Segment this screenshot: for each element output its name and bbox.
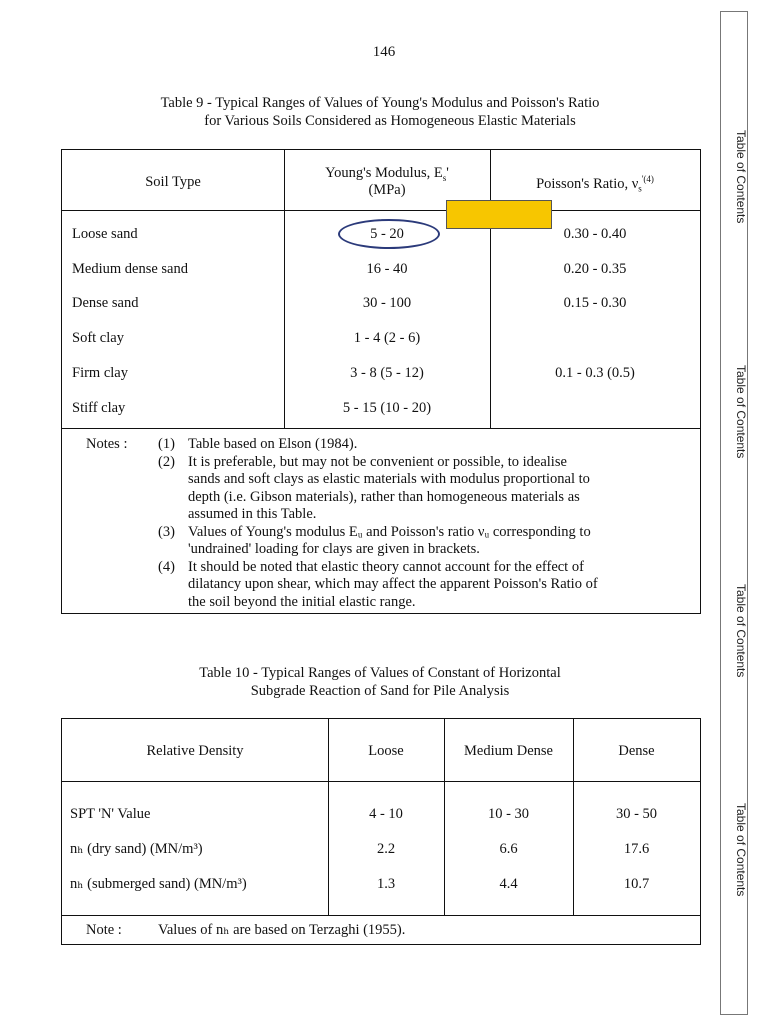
soil-dense-sand: Dense sand xyxy=(72,295,139,311)
row-spt-loose: 4 - 10 xyxy=(369,806,403,822)
table9: Soil Type Young's Modulus, $E_s'$ (MPa) Poisson's Ratio, $\nu_s^{'(4)}$ Loose sand 5 - 20 0.30 - 0.40 Medium dense sand 16 - 40 0.20 - 0.35 Dense sand 30 - 100 0.15 - 0.30 Soft clay 1 - 4 (2 - 6) Firm clay 3 - 8 (5 - 12) 0.1 - 0.3 (0.5) Stiff clay 5 - 15 (10 - 20) Notes : (1) Table based on Elson (1984). (2) It is preferable, but may not be convenient or possible, to idealise sands and soft clays as elastic materials with modulus proportional to depth (i.e. Gibson materials), rather than homogeneous materials as assumed in this Table. (3) Values of Young's modulus Eᵤ and Poisson's ratio νᵤ corresponding to 'undrained' loading for clays are given in brackets. (4) It should be noted that elastic theory cannot account for the effect of dilatancy upon shear, which may affect the apparent Poisson's Ratio of the soil beyond the initial elastic range. xyxy=(61,149,701,614)
row-spt-dense: 30 - 50 xyxy=(615,806,658,822)
row-spt-medium: 10 - 30 xyxy=(487,806,530,822)
modulus-firm-clay: 3 - 8 (5 - 12) xyxy=(350,365,424,381)
toc-tab-3[interactable]: Table of Contents xyxy=(734,584,748,678)
header-dense: Dense xyxy=(618,743,655,759)
poisson-loose-sand: 0.30 - 0.40 xyxy=(563,226,627,242)
note-text: Values of nₕ are based on Terzaghi (1955). xyxy=(158,922,406,938)
toc-tab-1[interactable]: Table of Contents xyxy=(734,130,748,224)
annotation-circle xyxy=(338,219,440,249)
table10-caption-line2: Subgrade Reaction of Sand for Pile Analysis xyxy=(250,683,510,699)
row-dry-medium: 6.6 xyxy=(499,841,518,857)
header-relative-density: Relative Density xyxy=(146,743,244,759)
modulus-loose-sand: 5 - 20 xyxy=(370,226,404,242)
table10-caption-line1: Table 10 - Typical Ranges of Values of Constant of Horizontal xyxy=(199,665,561,681)
soil-soft-clay: Soft clay xyxy=(72,330,124,346)
poisson-medium-dense-sand: 0.20 - 0.35 xyxy=(563,261,627,277)
modulus-dense-sand: 30 - 100 xyxy=(362,295,412,311)
soil-medium-dense-sand: Medium dense sand xyxy=(72,261,188,277)
row-submerged-dense: 10.7 xyxy=(623,876,650,892)
row-submerged-label: nₕ (submerged sand) (MN/m³) xyxy=(70,876,247,892)
table9-caption-line2: for Various Soils Considered as Homogeneous Elastic Materials xyxy=(204,113,576,129)
note-label: Note : xyxy=(86,922,122,938)
soil-firm-clay: Firm clay xyxy=(72,365,128,381)
table10 xyxy=(61,718,701,945)
row-submerged-medium: 4.4 xyxy=(499,876,518,892)
table9-caption-line1: Table 9 - Typical Ranges of Values of Young's Modulus and Poisson's Ratio xyxy=(160,95,600,111)
header-loose: Loose xyxy=(368,743,404,759)
header-youngs-modulus: Young's Modulus, $E_s'$ xyxy=(325,165,449,183)
modulus-medium-dense-sand: 16 - 40 xyxy=(366,261,408,277)
poisson-dense-sand: 0.15 - 0.30 xyxy=(563,295,627,311)
soil-stiff-clay: Stiff clay xyxy=(72,400,126,416)
toc-tab-4[interactable]: Table of Contents xyxy=(734,803,748,897)
row-dry-label: nₕ (dry sand) (MN/m³) xyxy=(70,841,203,857)
page-number: 146 xyxy=(372,44,396,60)
poisson-firm-clay: 0.1 - 0.3 (0.5) xyxy=(555,365,635,381)
soil-loose-sand: Loose sand xyxy=(72,226,138,242)
toc-tab-2[interactable]: Table of Contents xyxy=(734,365,748,459)
highlight-box[interactable] xyxy=(446,200,552,229)
modulus-stiff-clay: 5 - 15 (10 - 20) xyxy=(342,400,432,416)
notes-label: Notes : xyxy=(86,436,128,452)
header-soil-type: Soil Type xyxy=(145,174,201,190)
header-youngs-unit: (MPa) xyxy=(368,182,406,198)
row-spt-label: SPT 'N' Value xyxy=(70,806,151,822)
row-submerged-loose: 1.3 xyxy=(376,876,396,892)
header-medium-dense: Medium Dense xyxy=(464,743,553,759)
row-dry-dense: 17.6 xyxy=(623,841,650,857)
modulus-soft-clay: 1 - 4 (2 - 6) xyxy=(353,330,421,346)
header-poisson-ratio: Poisson's Ratio, $\nu_s^{'(4)}$ xyxy=(536,174,654,194)
row-dry-loose: 2.2 xyxy=(376,841,396,857)
